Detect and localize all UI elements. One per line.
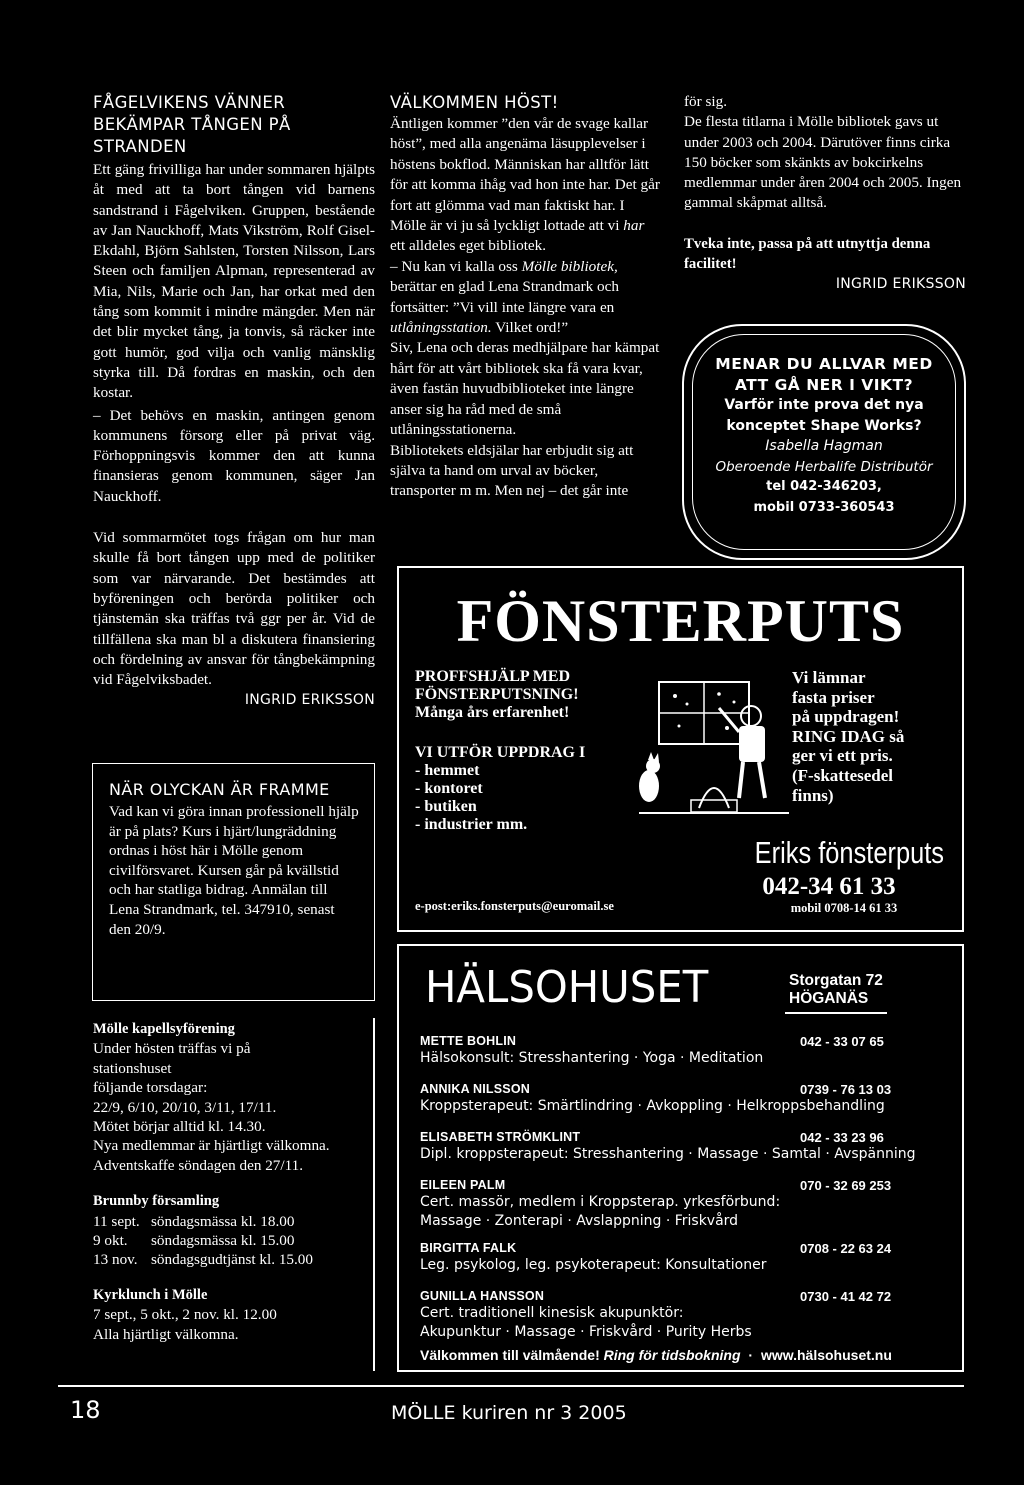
practitioner-phone: 070 - 32 69 253 xyxy=(800,1178,892,1193)
schedule-row xyxy=(93,1212,373,1231)
shape-line: Oberoende Herbalife Distributör xyxy=(715,458,933,475)
article-paragraph: – Det behövs en maskin, antingen genom kommunens försorg eller på privat väg. Förhoppningsvis kommer den att kunna finansieras genom kommunen, säger Jan Nauckhoff. xyxy=(93,406,375,505)
practitioner-description: Hälsokonsult: Stresshantering · Yoga · Meditation xyxy=(420,1050,764,1066)
practitioner-phone: 0739 - 76 13 03 xyxy=(800,1082,892,1097)
article-callout: Tveka inte, passa på att utnyttja denna facilitet! xyxy=(684,235,931,273)
address-street: Storgatan 72 xyxy=(789,972,883,989)
article-paragraph: De flesta titlarna i Mölle bibliotek gavs ut under 2003 och 2004. Därutöver finns cirka 150 böcker som skänkts av bokcirkelns medlemmar under åren 2004 och 2005. Ingen gammal skåpmat alltså. xyxy=(684,113,962,212)
halsohuset-address xyxy=(789,972,883,1008)
schedule-row xyxy=(93,1250,373,1269)
practitioner-phone: 042 - 33 23 96 xyxy=(800,1130,884,1145)
practitioner-name: METTE BOHLIN xyxy=(420,1034,517,1048)
practitioner-name: EILEEN PALM xyxy=(420,1178,506,1192)
article-title: VÄLKOMMEN HÖST! xyxy=(390,93,559,112)
kapell-line: Mötet börjar alltid kl. 14.30. xyxy=(93,1118,266,1136)
page-number: 18 xyxy=(70,1396,101,1424)
fonster-line: Vi lämnar xyxy=(792,668,866,687)
practitioner-phone: 0708 - 22 63 24 xyxy=(800,1241,892,1256)
article-signature: INGRID ERIKSSON xyxy=(835,276,966,293)
schedule-event: söndagsgudtjänst kl. 15.00 xyxy=(151,1251,313,1269)
footer-booking: Ring för tidsbokning xyxy=(603,1347,741,1363)
practitioner-description: Kroppsterapeut: Smärtlindring · Avkoppling · Helkroppsbehandling xyxy=(420,1098,885,1114)
practitioner xyxy=(420,1082,950,1116)
schedule-event: söndagsmässa kl. 18.00 xyxy=(151,1212,295,1230)
article-body xyxy=(93,160,375,690)
practitioner-description: Leg. psykolog, leg. psykoterapeut: Konsultationer xyxy=(420,1257,767,1273)
column-2 xyxy=(390,92,662,502)
practitioner-description: Dipl. kroppsterapeut: Stresshantering · Massage · Samtal · Avspänning xyxy=(420,1146,916,1162)
kyrklunch-title: Kyrklunch i Mölle xyxy=(93,1286,208,1303)
fonsterputs-email: e-post:eriks.fonsterputs@euromail.se xyxy=(415,899,614,913)
footer-dot: · xyxy=(748,1347,754,1363)
article-paragraph: Äntligen kommer ”den vår de svage kallar höst”, med alla angenäma läsupplevelser i höstens bokflod. Människan har alltför lätt för att komma ihåg vad hon inte har. Det går fort att glömma vad man faktiskt har. I Mölle är vi ju så lyckligt lottade att vi har ett alldeles eget bibliotek. xyxy=(390,115,660,255)
shape-line: konceptet Shape Works? xyxy=(726,417,922,434)
issue-label: MÖLLE kuriren nr 3 2005 xyxy=(391,1402,627,1424)
shape-works-text xyxy=(684,354,964,518)
fonster-item: - butiken xyxy=(415,798,477,815)
olyckan-title: NÄR OLYCKAN ÄR FRAMME xyxy=(109,780,330,799)
fonster-items xyxy=(415,762,635,834)
kyrklunch-dates: 7 sept., 5 okt., 2 nov. kl. 12.00 xyxy=(93,1306,277,1324)
practitioner-phone: 0730 - 41 42 72 xyxy=(800,1289,892,1304)
practitioner xyxy=(420,1130,950,1164)
kapell-line: 22/9, 6/10, 20/10, 3/11, 17/11. xyxy=(93,1098,277,1116)
kapell-line: Adventskaffe söndagen den 27/11. xyxy=(93,1156,304,1174)
fonster-line: finns) xyxy=(792,785,834,805)
fonster-line: fasta priser xyxy=(792,687,875,707)
practitioner-description: Cert. traditionell kinesisk akupunktör: xyxy=(420,1305,684,1321)
shape-line: ATT GÅ NER I VIKT? xyxy=(734,375,914,394)
column-3 xyxy=(684,92,966,295)
schedule-event: söndagsmässa kl. 15.00 xyxy=(151,1232,295,1250)
article-paragraph: – Nu kan vi kalla oss Mölle bibliotek, berättar en glad Lena Strandmark och fortsätter: ”Vi vill inte längre vara en utlåningsstation. Vilket ord!” xyxy=(390,257,619,337)
practitioner-name: BIRGITTA FALK xyxy=(420,1241,517,1255)
practitioner-name: GUNILLA HANSSON xyxy=(420,1289,545,1303)
article-title: FÅGELVIKENS VÄNNER BEKÄMPAR TÅNGEN PÅ STRANDEN xyxy=(93,93,291,156)
fonster-line: VI UTFÖR UPPDRAG I xyxy=(415,744,586,761)
address-city: HÖGANÄS xyxy=(789,990,869,1007)
column-1 xyxy=(93,92,375,708)
article-paragraph: Siv, Lena och deras medhjälpare har kämpat hårt för att vårt bibliotek ska få vara kvar, även fastän huvudbiblioteket inte längre anser sig ha råd med de små utlåningsstationerna. xyxy=(390,339,660,439)
shape-line: Varför inte prova det nya xyxy=(724,397,924,413)
schedule-row xyxy=(93,1231,373,1250)
halsohuset-title: HÄLSOHUSET xyxy=(425,962,709,1013)
fonster-line: PROFFSHJÄLP MED xyxy=(415,668,571,685)
fonster-item: - industrier mm. xyxy=(415,816,528,833)
practitioner-description: Akupunktur · Massage · Friskvård · Purity Herbs xyxy=(420,1324,752,1340)
fonster-line: FÖNSTERPUTSNING! xyxy=(415,686,579,703)
halsohuset-ad xyxy=(397,944,964,1372)
practitioner xyxy=(420,1241,950,1275)
fonster-line: Många års erfarenhet! xyxy=(415,704,570,721)
fonster-line: ger vi ett pris. xyxy=(792,746,893,766)
practitioner-phone: 042 - 33 07 65 xyxy=(800,1034,884,1049)
practitioner xyxy=(420,1289,950,1342)
fonster-line: på uppdragen! xyxy=(792,707,900,727)
practitioner-name: ANNIKA NILSSON xyxy=(420,1082,530,1096)
practitioner-header xyxy=(420,1289,950,1304)
schedule-date: 13 nov. xyxy=(93,1251,138,1269)
fonsterputs-left-text xyxy=(415,668,635,834)
practitioner-header xyxy=(420,1034,950,1049)
practitioner-description: Cert. massör, medlem i Kroppsterap. yrkesförbund: xyxy=(420,1194,781,1210)
fonster-line: RING IDAG så xyxy=(792,726,905,746)
footer-website: www.hälsohuset.nu xyxy=(760,1347,892,1363)
shape-name: Isabella Hagman xyxy=(765,438,883,454)
kapell-line: Under hösten träffas vi på xyxy=(93,1040,251,1058)
fonsterputs-ad xyxy=(397,566,964,932)
article-paragraph: för sig. xyxy=(684,93,728,110)
fonster-item: - kontoret xyxy=(415,780,483,797)
halsohuset-people xyxy=(420,1034,950,1352)
schedule-date: 9 okt. xyxy=(93,1232,128,1250)
footer-welcome: Välkommen till välmående! xyxy=(420,1347,600,1363)
fonsterputs-mobile: mobil 0708-14 61 33 xyxy=(790,901,898,915)
shape-line: MENAR DU ALLVAR MED xyxy=(715,355,933,373)
practitioner xyxy=(420,1034,950,1068)
practitioner-header xyxy=(420,1082,950,1097)
window-cleaner-illustration xyxy=(639,668,789,818)
article-body xyxy=(390,114,662,502)
events-section xyxy=(93,1020,373,1344)
brunnby-schedule xyxy=(93,1212,373,1270)
kapell-line: Nya medlemmar är hjärtligt välkomna. xyxy=(93,1137,330,1155)
article-paragraph: Ett gäng frivilliga har under sommaren hjälpts åt med att ta bort tången vid barnens sandstrand i Fågelviken. Gruppen, bestående av Jan Nauckhoff, Mats Vikström, Rolf Gisel-Ekdahl, Björn Sahlsten, Torsten Nilsson, Lars Steen och familjen Alpman, representerad av Mia, Nils, Marie och Jan, har orkat med den tång som kommit i mindre mängder. Men när det blir mycket tång, ja tonvis, så räcker inte gott humör, god vilja och vanlig mänsklig styrka till. Då fordras en maskin, och den kostar. xyxy=(93,161,375,402)
brunnby-title: Brunnby församling xyxy=(93,1193,220,1210)
fonster-line: (F-skattesedel xyxy=(792,765,894,785)
practitioner-header xyxy=(420,1178,950,1193)
practitioner-name: ELISABETH STRÖMKLINT xyxy=(420,1130,581,1144)
practitioner xyxy=(420,1178,950,1231)
shape-phone: tel 042-346203, xyxy=(766,479,882,494)
article-paragraph: Bibliotekets eldsjälar har erbjudit sig att själva ta hand om urval av böcker, transporter m m. Men nej – det går inte xyxy=(390,441,634,500)
kyrklunch-welcome: Alla hjärtligt välkomna. xyxy=(93,1325,239,1343)
address-underline xyxy=(785,1012,887,1014)
events-right-rule xyxy=(373,1018,375,1371)
halsohuset-footer xyxy=(420,1347,950,1363)
kapell-line: stationshuset xyxy=(93,1059,172,1077)
practitioner-header xyxy=(420,1241,950,1256)
practitioner-header xyxy=(420,1130,950,1145)
fonsterputs-title: FÖNSTERPUTS xyxy=(456,588,905,654)
shape-works-ad xyxy=(682,324,966,560)
fonster-item: - hemmet xyxy=(415,762,480,779)
article-paragraph: Vid sommarmötet togs frågan om hur man skulle få bort tången upp med de politiker som var närvarande. Det bestämdes att byföreningen och berörda politiker och tjänstemän ska träffas två ggr per år. Vid de tillfällena ska man bl a diskutera finansiering och fördelning av ansvar för tångbekämpning vid Fågelviksbadet. xyxy=(93,529,375,689)
fonsterputs-right-text xyxy=(792,668,962,805)
olyckan-text: Vad kan vi göra innan professionell hjälp är på plats? Kurs i hjärt/lungräddning ordnas i höst här i Mölle genom civilförsvaret. Kursen går på kvällstid och har statliga bidrag. Anmälan till Lena Strandmark, tel. 347910, senast den 20/9. xyxy=(109,803,359,938)
kapell-title: Mölle kapellsyförening xyxy=(93,1021,235,1037)
practitioner-description: Massage · Zonterapi · Avslappning · Friskvård xyxy=(420,1213,739,1229)
article-signature: INGRID ERIKSSON xyxy=(244,692,375,709)
fonsterputs-phone: 042-34 61 33 xyxy=(762,873,896,900)
kapell-lines xyxy=(93,1039,373,1175)
footer-rule xyxy=(58,1385,964,1387)
schedule-date: 11 sept. xyxy=(93,1212,140,1230)
fonsterputs-brand: Eriks fönsterputs xyxy=(754,835,944,870)
kapell-line: följande torsdagar: xyxy=(93,1079,208,1097)
shape-mobile: mobil 0733-360543 xyxy=(753,499,895,515)
olyckan-box xyxy=(92,763,375,1001)
